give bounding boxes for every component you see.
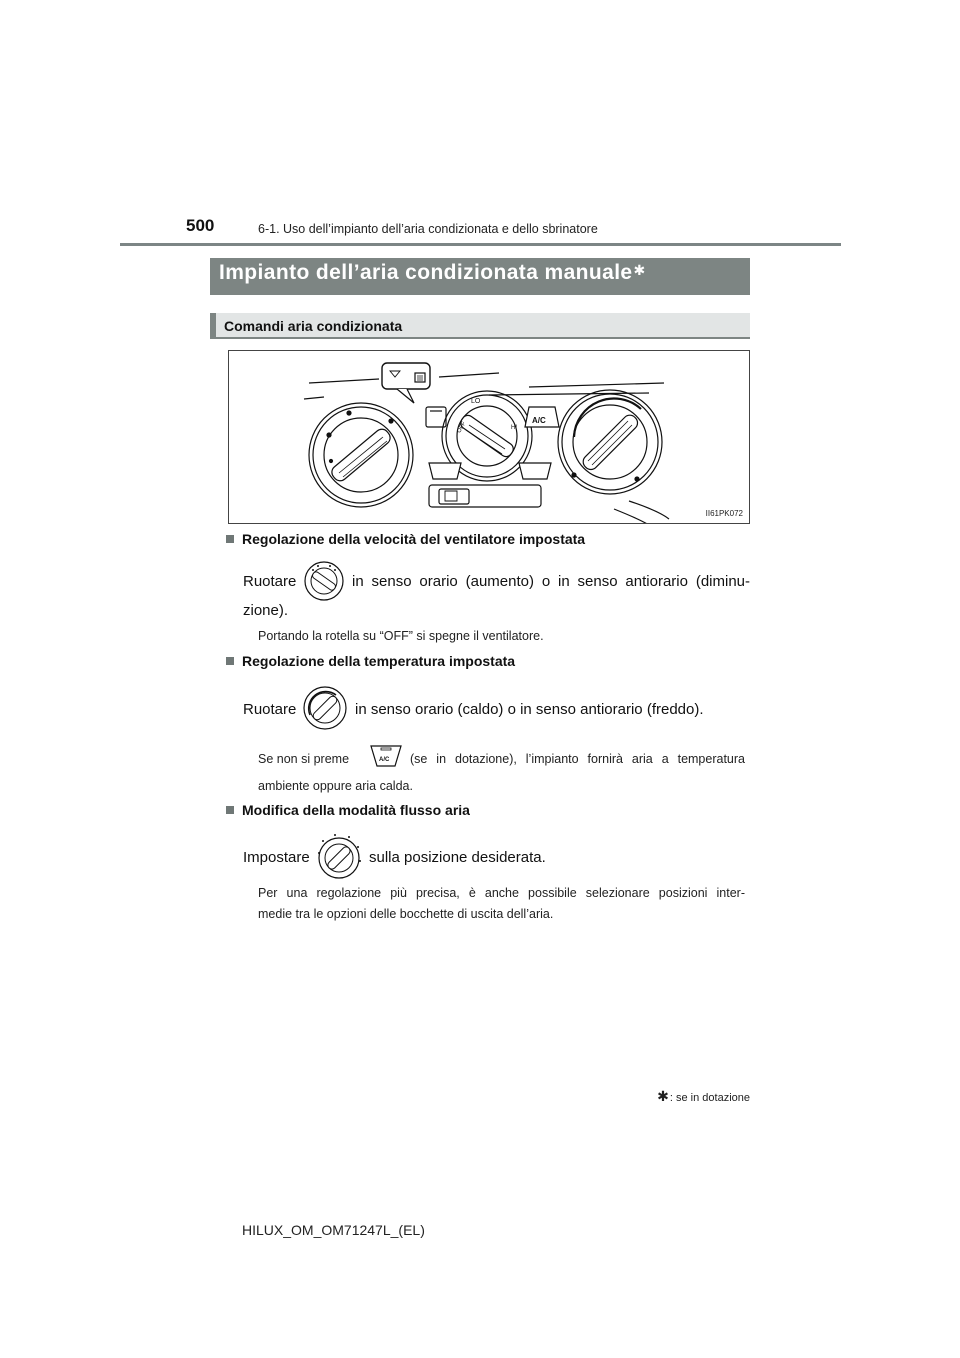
fan-speed-note: Portando la rotella su “OFF” si spegne il ventilatore. bbox=[258, 629, 544, 643]
header-divider bbox=[120, 243, 841, 246]
temperature-knob-icon bbox=[302, 685, 348, 731]
airflow-note: Per una regolazione più precisa, è anche possibile selezionare posizioni inter- bbox=[258, 886, 745, 900]
fig-hi-label: HI bbox=[511, 425, 517, 431]
section-title: Comandi aria condizionata bbox=[210, 313, 750, 339]
airflow-note-cont: medie tra le opzioni delle bocchette di uscita dell’aria. bbox=[258, 907, 554, 921]
ac-button-icon bbox=[369, 744, 403, 768]
footnote-text: : se in dotazione bbox=[669, 1092, 750, 1104]
heading-temperature bbox=[226, 653, 515, 669]
temperature-note-after: (se in dotazione), l’impianto fornirà aria a temperatura bbox=[410, 752, 745, 766]
fig-off-label: OFF bbox=[456, 420, 468, 435]
fan-speed-instruction-cont: zione). bbox=[243, 602, 289, 619]
bullet-square-icon bbox=[226, 806, 234, 814]
fig-lo-label: LO bbox=[471, 398, 481, 405]
temperature-instruction-before: Ruotare bbox=[243, 701, 297, 718]
fan-speed-instruction-before: Ruotare bbox=[243, 573, 297, 590]
heading-airflow-mode-text: Modifica della modalità flusso aria bbox=[242, 802, 470, 818]
fan-speed-instruction-after: in senso orario (aumento) o in senso antiorario (diminu- bbox=[352, 573, 750, 590]
figure-code: II61PK072 bbox=[705, 509, 743, 518]
bullet-square-icon bbox=[226, 535, 234, 543]
asterisk-icon: ✱ bbox=[633, 262, 646, 278]
ac-button-icon-label: A/C bbox=[379, 757, 390, 763]
temperature-note-cont: ambiente oppure aria calda. bbox=[258, 779, 413, 793]
page-number: 500 bbox=[186, 216, 215, 235]
airflow-mode-knob-icon bbox=[313, 831, 363, 881]
footnote bbox=[650, 1088, 750, 1105]
fan-knob-icon bbox=[304, 560, 344, 602]
airflow-instruction-before: Impostare bbox=[243, 849, 310, 866]
heading-temperature-text: Regolazione della temperatura impostata bbox=[242, 653, 516, 669]
page-title bbox=[210, 258, 750, 295]
ac-controls-illustration bbox=[228, 350, 750, 524]
document-code: HILUX_OM_OM71247L_(EL) bbox=[242, 1222, 425, 1238]
heading-fan-speed bbox=[226, 531, 585, 547]
page-title-text: Impianto dell’aria condizionata manuale bbox=[219, 261, 633, 284]
airflow-instruction-after: sulla posizione desiderata. bbox=[369, 849, 546, 866]
temperature-instruction-after: in senso orario (caldo) o in senso antiorario (freddo). bbox=[355, 701, 704, 718]
heading-fan-speed-text: Regolazione della velocità del ventilatore impostata bbox=[242, 531, 586, 547]
heading-airflow-mode bbox=[226, 802, 470, 818]
chapter-title: 6-1. Uso dell’impianto dell’aria condizionata e dello sbrinatore bbox=[258, 222, 598, 236]
bullet-square-icon bbox=[226, 657, 234, 665]
asterisk-icon: ✱ bbox=[657, 1088, 669, 1104]
fig-ac-label: A/C bbox=[532, 416, 546, 425]
temperature-note-before: Se non si preme bbox=[258, 752, 350, 766]
